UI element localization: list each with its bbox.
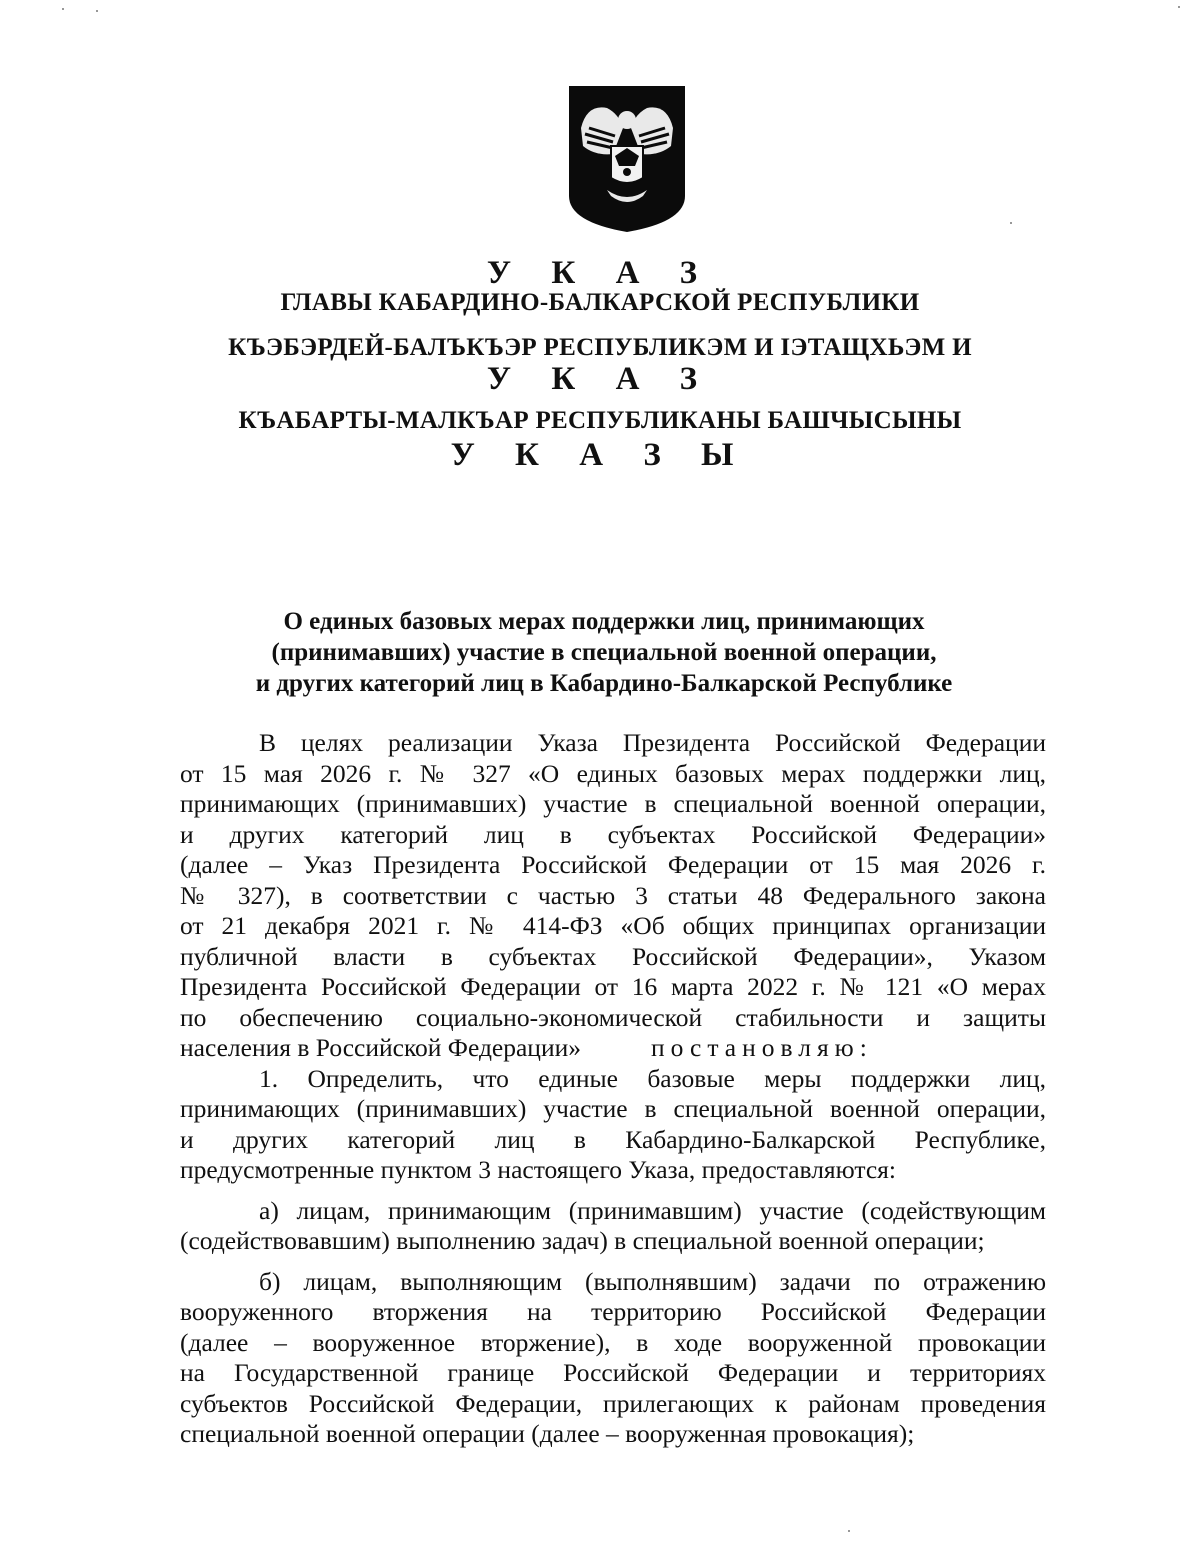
scan-speck: [1178, 6, 1180, 8]
body-line: № 327), в соответствии с частью 3 статьи 48 Федерального закона: [180, 880, 1046, 910]
body-line: от 21 декабря 2021 г. № 414-ФЗ «Об общих принципах организации: [180, 911, 1046, 940]
body-line: 1. Определить, что единые базовые меры поддержки лиц,: [259, 1063, 1046, 1093]
body-line: (содействовавшим) выполнению задач) в специальной военной операции;: [180, 1226, 985, 1255]
subject-line: (принимавших) участие в специальной военной операции,: [271, 639, 937, 666]
body-line: Президента Российской Федерации от 16 марта 2022 г. № 121 «О мерах: [180, 972, 1046, 1001]
body-line: предусмотренные пунктом 3 настоящего Указа, предоставляются:: [180, 1155, 896, 1184]
decree-word: постановляю:: [651, 1033, 873, 1062]
body-line: а) лицам, принимающим (принимавшим) участие (содействующим: [259, 1195, 1046, 1225]
subject-line: О единых базовых мерах поддержки лиц, принимающих: [283, 608, 925, 635]
scan-speck: [62, 8, 64, 10]
issuer-krc: КЪАБАРТЫ-МАЛКЪАР РЕСПУБЛИКАНЫ БАШЧЫСЫНЫ: [238, 407, 962, 434]
scan-speck: [96, 10, 98, 12]
body-line: (далее – вооруженное вторжение), в ходе вооруженной провокации: [180, 1327, 1046, 1357]
body-line: принимающих (принимавших) участие в специальной военной операции,: [180, 789, 1046, 818]
decree-title-ru: У К А З: [486, 255, 714, 291]
body-line: [180, 1033, 1046, 1064]
body-line: В целях реализации Указа Президента Российской Федерации: [259, 728, 1046, 757]
body-line: (далее – Указ Президента Российской Федерации от 15 мая 2026 г.: [180, 850, 1046, 879]
body-line: принимающих (принимавших) участие в специальной военной операции,: [180, 1094, 1046, 1123]
decree-subject: [180, 606, 1028, 699]
scan-speck: [848, 1530, 850, 1532]
decree-title-krc: У К А З Ы: [450, 437, 750, 473]
body-line: субъектов Российской Федерации, прилегающих к районам проведения: [180, 1388, 1046, 1418]
body-line: публичной власти в субъектах Российской Федерации», Указом: [180, 941, 1046, 971]
body-line-text: населения в Российской Федерации»: [180, 1033, 581, 1062]
body-line: специальной военной операции (далее – вооруженная провокация);: [180, 1419, 915, 1448]
body-line: и других категорий лиц в Кабардино-Балкарской Республике,: [180, 1124, 1046, 1154]
body-line: по обеспечению социально-экономической стабильности и защиты: [180, 1002, 1046, 1032]
coat-of-arms-eagle-icon: [567, 84, 687, 234]
preamble-paragraph: [180, 728, 1046, 1064]
issuer-kbd: КЪЭБЭРДЕЙ-БАЛЪКЪЭР РЕСПУБЛИКЭМ И IЭТАЩХЬЭМ И: [228, 334, 972, 361]
clause-1: [180, 1064, 1046, 1186]
clause-1b: [180, 1267, 1046, 1450]
issuer-ru: ГЛАВЫ КАБАРДИНО-БАЛКАРСКОЙ РЕСПУБЛИКИ: [280, 289, 920, 316]
body-line: и других категорий лиц в субъектах Российской Федерации»: [180, 819, 1046, 849]
decree-title-kbd: У К А З: [486, 361, 714, 397]
body-line: на Государственной границе Российской Федерации и территориях: [180, 1358, 1046, 1387]
body-line: вооруженного вторжения на территорию Российской Федерации: [180, 1297, 1046, 1326]
decree-body: [180, 728, 1046, 1450]
clause-1a: [180, 1196, 1046, 1257]
body-line: от 15 мая 2026 г. № 327 «О единых базовых мерах поддержки лиц,: [180, 758, 1046, 788]
body-line: б) лицам, выполняющим (выполнявшим) задачи по отражению: [259, 1266, 1046, 1296]
scan-speck: [1010, 222, 1012, 224]
subject-line: и других категорий лиц в Кабардино-Балкарской Республике: [255, 670, 953, 697]
